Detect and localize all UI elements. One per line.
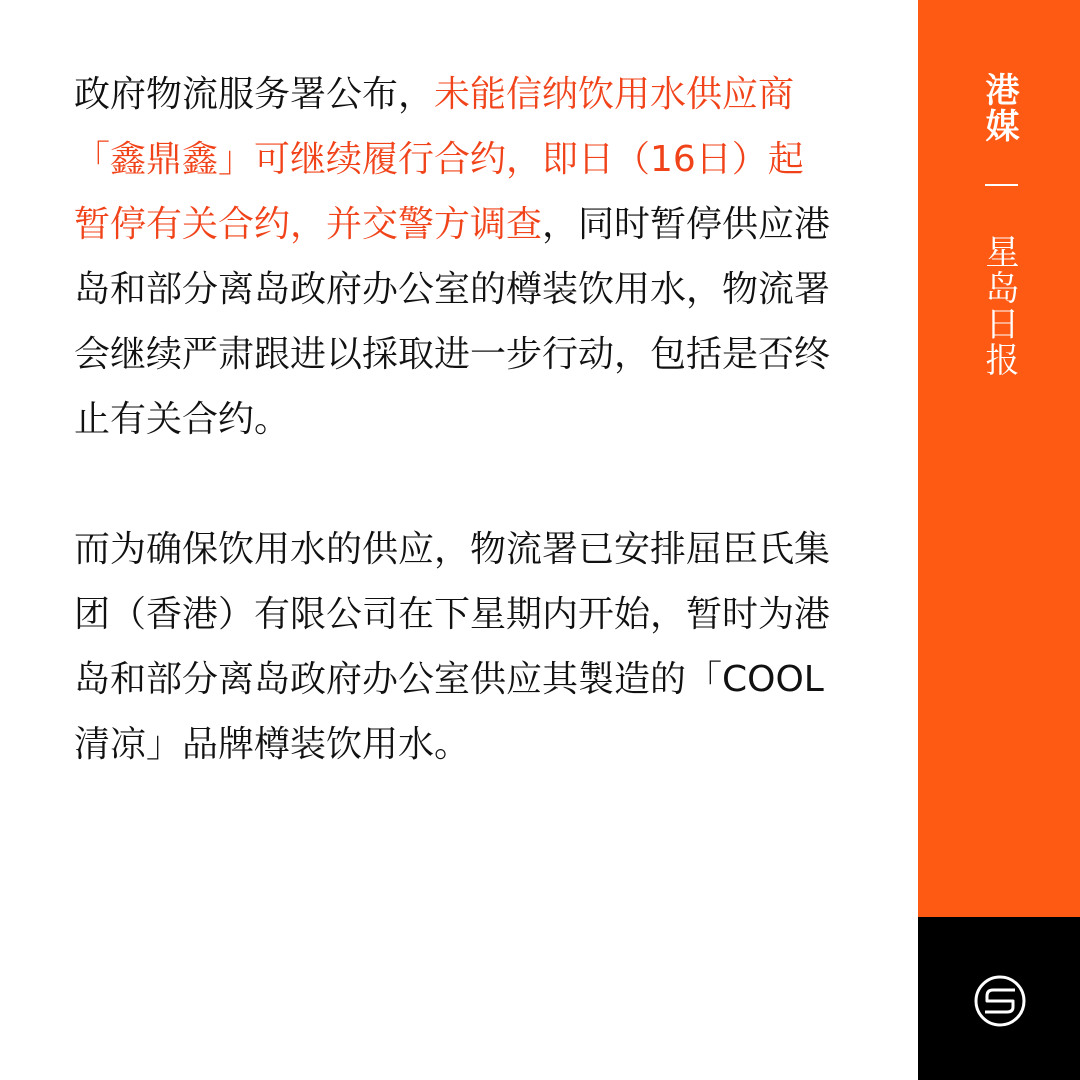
source-label: 星岛日报 [979, 234, 1019, 378]
brand-label: 港媒 [979, 72, 1019, 144]
black-footer [918, 917, 1080, 1080]
paragraph-1-intro: 政府物流服务署公布， [74, 74, 435, 115]
article-paragraph-2: 而为确保饮用水的供应，物流署已安排屈臣氏集团（香港）有限公司在下星期内开始，暂时为港岛和部分离岛政府办公室供应其製造的「COOL清凉」品牌樽装饮用水。 [74, 529, 831, 765]
paragraph-1-highlight: 未能信纳饮用水供应商「鑫鼎鑫」可继续履行合约，即日（16日）起暂停有关合约，并交警方调查 [74, 74, 804, 245]
article-body [74, 62, 834, 777]
article-paragraph-1 [74, 62, 834, 452]
paragraph-1-rest: ，同时暂停供应港岛和部分离岛政府办公室的樽装饮用水，物流署会继续严肃跟进以採取进一步行动，包括是否终止有关合约。 [74, 204, 831, 440]
sidebar-divider [985, 184, 1018, 186]
circular-s-logo-icon [973, 974, 1027, 1028]
orange-sidebar [918, 0, 1080, 917]
